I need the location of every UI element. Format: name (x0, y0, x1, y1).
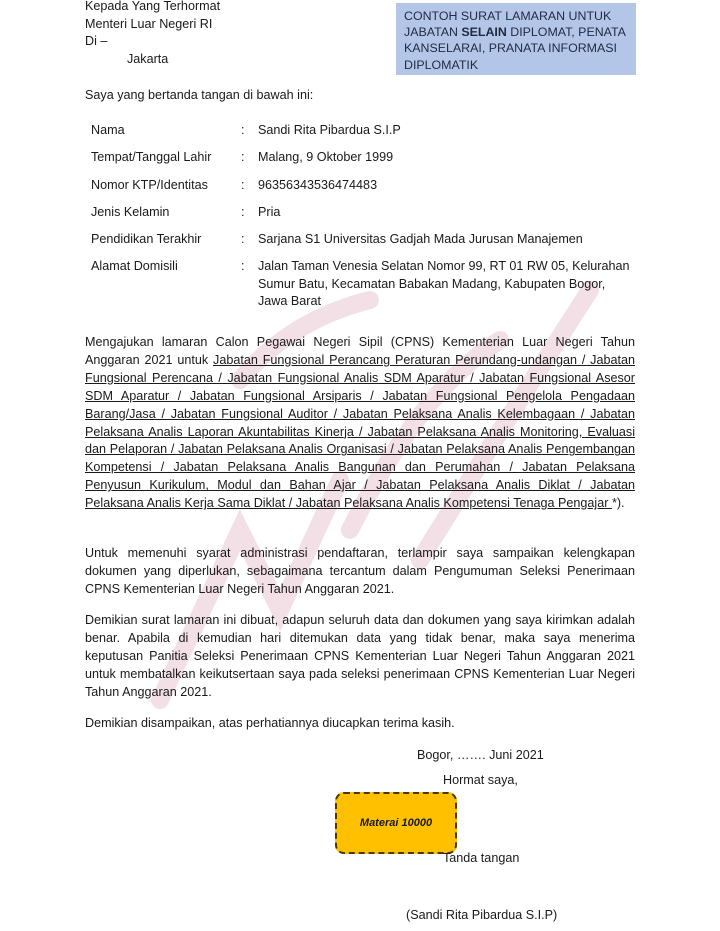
intro-line: Saya yang bertanda tangan di bawah ini: (85, 88, 314, 102)
recipient-line: Kepada Yang Terhormat (85, 0, 221, 13)
identity-value: Jalan Taman Venesia Selatan Nomor 99, RT 01 RW 05, Kelurahan Sumur Batu, Kecamatan Babakan Madang, Kabupaten Bogor, Jawa Barat (258, 259, 630, 309)
signature-label: Tanda tangan (443, 851, 520, 865)
identity-row (91, 122, 638, 149)
regards-text: Hormat saya, (443, 773, 518, 787)
template-notice-box (396, 3, 636, 75)
identity-separator: : (241, 232, 245, 247)
closing-paragraph: Demikian disampaikan, atas perhatiannya diucapkan terima kasih. (85, 716, 455, 730)
application-lead: Mengajukan lamaran Calon Pegawai Negeri Sipil (CPNS) Kementerian Luar Negeri Tahun Anggaran 2021 untuk (85, 335, 635, 367)
identity-row (91, 231, 638, 258)
identity-row (91, 177, 638, 204)
duty-stamp (335, 792, 457, 854)
identity-row (91, 258, 638, 311)
recipient-line: Di – (85, 34, 108, 49)
identity-table (91, 122, 638, 311)
position-list: Jabatan Fungsional Perancang Peraturan Perundang-undangan / Jabatan Fungsional Perencana / Jabatan Fungsional Analis SDM Aparatur / Jabatan Fungsional Asesor SDM Aparatur / Jabatan Fungsional Arsiparis / Jabatan Fungsional Pengelola Pengadaan Barang/Jasa / Jabatan Fungsional Auditor / Jabatan Pelaksana Analis Kelembagaan / Jabatan Pelaksana Analis Laporan Akuntabilitas Kinerja / Jabatan Pelaksana Analis Monitoring, Evaluasi dan Pelaporan / Jabatan Pelaksana Analis Organisasi / Jabatan Pelaksana Analis Pengembangan Kompetensi / Jabatan Pelaksana Analis Bangunan dan Perumahan / Jabatan Pelaksana Penyusun Kurikulum, Modul dan Bahan Ajar / Jabatan Pelaksana Analis Diklat / Jabatan Pelaksana Analis Kerja Sama Diklat / Jabatan Pelaksana Analis Kompetensi Tenaga Pengajar (85, 352, 635, 511)
identity-value: Sandi Rita Pibardua S.I.P (258, 123, 401, 137)
recipient-line: Menteri Luar Negeri RI (85, 16, 213, 31)
identity-separator: : (241, 204, 245, 219)
recipient-city: Jakarta (127, 51, 169, 66)
identity-separator: : (241, 150, 245, 165)
identity-row (91, 149, 638, 176)
letter-date: Bogor, ……. Juni 2021 (417, 748, 544, 762)
application-paragraph (85, 334, 635, 513)
application-footnote-mark: *). (611, 496, 625, 511)
notice-text: DIPLOMAT, PENATA KANSELARAI, PRANATA INFORMASI DIPLOMATIK (404, 25, 626, 72)
identity-label: Jenis Kelamin (91, 204, 170, 219)
identity-label: Pendidikan Terakhir (91, 232, 202, 247)
notice-text: CONTOH SURAT LAMARAN UNTUK JABATAN (404, 9, 612, 40)
stamp-label: Materai 10000 (359, 817, 433, 829)
identity-label: Tempat/Tanggal Lahir (91, 150, 212, 165)
recipient-address (85, 0, 220, 68)
identity-label: Nomor KTP/Identitas (91, 177, 208, 192)
identity-separator: : (241, 177, 245, 192)
identity-label: Nama (91, 123, 125, 137)
identity-row (91, 204, 638, 231)
attachment-paragraph: Untuk memenuhi syarat administrasi pendaftaran, terlampir saya sampaikan kelengkapan dokumen yang diperlukan, sebagaimana tercantum dalam Pengumuman Seleksi Penerimaan CPNS Kementerian Luar Negeri Tahun Anggaran 2021. (85, 546, 635, 596)
identity-separator: : (241, 123, 245, 137)
identity-value: Malang, 9 Oktober 1999 (258, 150, 394, 165)
notice-emphasis: SELAIN (461, 25, 507, 40)
identity-value: Pria (258, 204, 281, 219)
identity-value: 96356343536474483 (258, 177, 378, 192)
identity-value: Sarjana S1 Universitas Gadjah Mada Jurusan Manajemen (258, 232, 583, 247)
signer-name: (Sandi Rita Pibardua S.I.P) (406, 908, 558, 922)
identity-label: Alamat Domisili (91, 259, 178, 274)
identity-separator: : (241, 259, 245, 274)
declaration-paragraph: Demikian surat lamaran ini dibuat, adapun seluruh data dan dokumen yang saya kirimkan adalah benar. Apabila di kemudian hari ditemukan data yang tidak benar, maka saya menerima keputusan Panitia Seleksi Penerimaan CPNS Kementerian Luar Negeri Tahun Anggaran 2021 untuk membatalkan keikutsertaan saya pada seleksi penerimaan CPNS Kementerian Luar Negeri Tahun Anggaran 2021. (85, 613, 635, 699)
